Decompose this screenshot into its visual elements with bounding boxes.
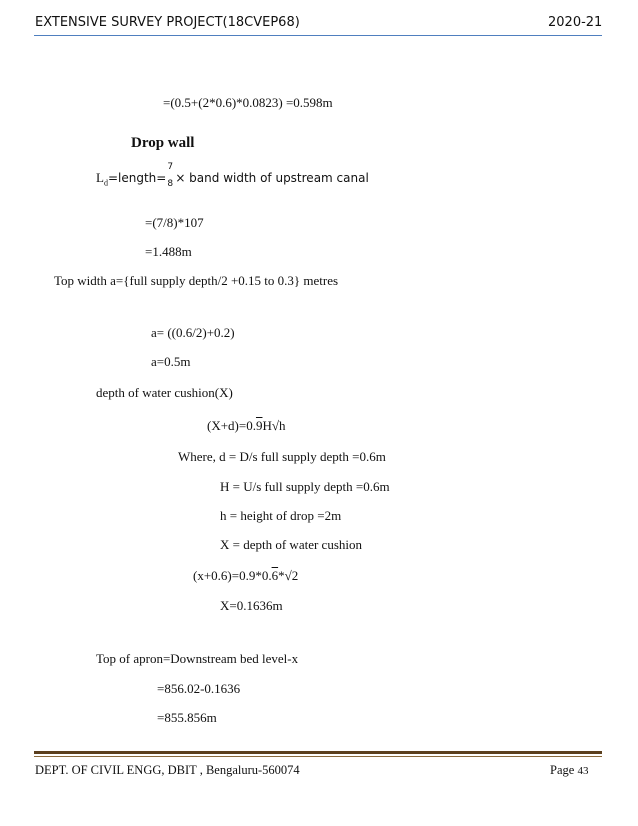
top-width-formula: Top width a={full supply depth/2 +0.15 to 0.3} metres (54, 273, 339, 288)
ld-fraction (166, 162, 175, 189)
a-result: a=0.5m (151, 354, 191, 369)
x-calculation (193, 568, 298, 584)
cushion-title: depth of water cushion(X) (96, 385, 233, 400)
x-result: X=0.1636m (220, 598, 283, 613)
section-heading: Drop wall (131, 135, 195, 151)
ld-result: =1.488m (145, 244, 192, 259)
footer-dept: DEPT. OF CIVIL ENGG, DBIT , Bengaluru-560074 (35, 763, 300, 777)
ld-subscript: d (103, 178, 108, 188)
cushion-formula-post: H√h (262, 418, 286, 433)
cushion-formula-pre: (X+d)=0. (207, 418, 256, 433)
footer-page (550, 763, 588, 778)
apron-result: =855.856m (157, 710, 217, 725)
header-year: 2020-21 (548, 15, 603, 30)
ld-prefix: L (96, 170, 104, 185)
where-d: Where, d = D/s full supply depth =0.6m (178, 449, 386, 464)
ld-formula (96, 162, 369, 192)
where-h: h = height of drop =2m (220, 508, 342, 523)
apron-calculation: =856.02-0.1636 (157, 681, 241, 696)
footer-rule-thick (34, 751, 602, 754)
ld-mid: =length= (107, 171, 167, 185)
header-title: EXTENSIVE SURVEY PROJECT(18CVEP68) (35, 15, 300, 30)
header-rule (34, 35, 602, 36)
x-calc-pre: (x+0.6)=0.9*0. (193, 568, 272, 583)
cushion-formula (207, 418, 286, 434)
where-X: X = depth of water cushion (220, 537, 362, 552)
footer-page-label: Page (550, 763, 575, 777)
footer-page-number: 43 (577, 765, 589, 777)
ld-suffix: × band width of upstream canal (175, 171, 369, 185)
x-calc-post: *√2 (278, 568, 299, 583)
a-calculation: a= ((0.6/2)+0.2) (151, 325, 235, 340)
apron-title: Top of apron=Downstream bed level-x (96, 651, 299, 666)
x-calc-recurring: 6 (271, 568, 279, 583)
ld-fraction-denominator: 8 (167, 179, 174, 189)
previous-result-line: =(0.5+(2*0.6)*0.0823) =0.598m (163, 95, 333, 110)
ld-calculation: =(7/8)*107 (145, 215, 204, 230)
where-H: H = U/s full supply depth =0.6m (220, 479, 390, 494)
ld-fraction-numerator: 7 (167, 162, 174, 172)
cushion-formula-recurring: 9 (255, 418, 263, 433)
footer-rule-thin (34, 756, 602, 757)
